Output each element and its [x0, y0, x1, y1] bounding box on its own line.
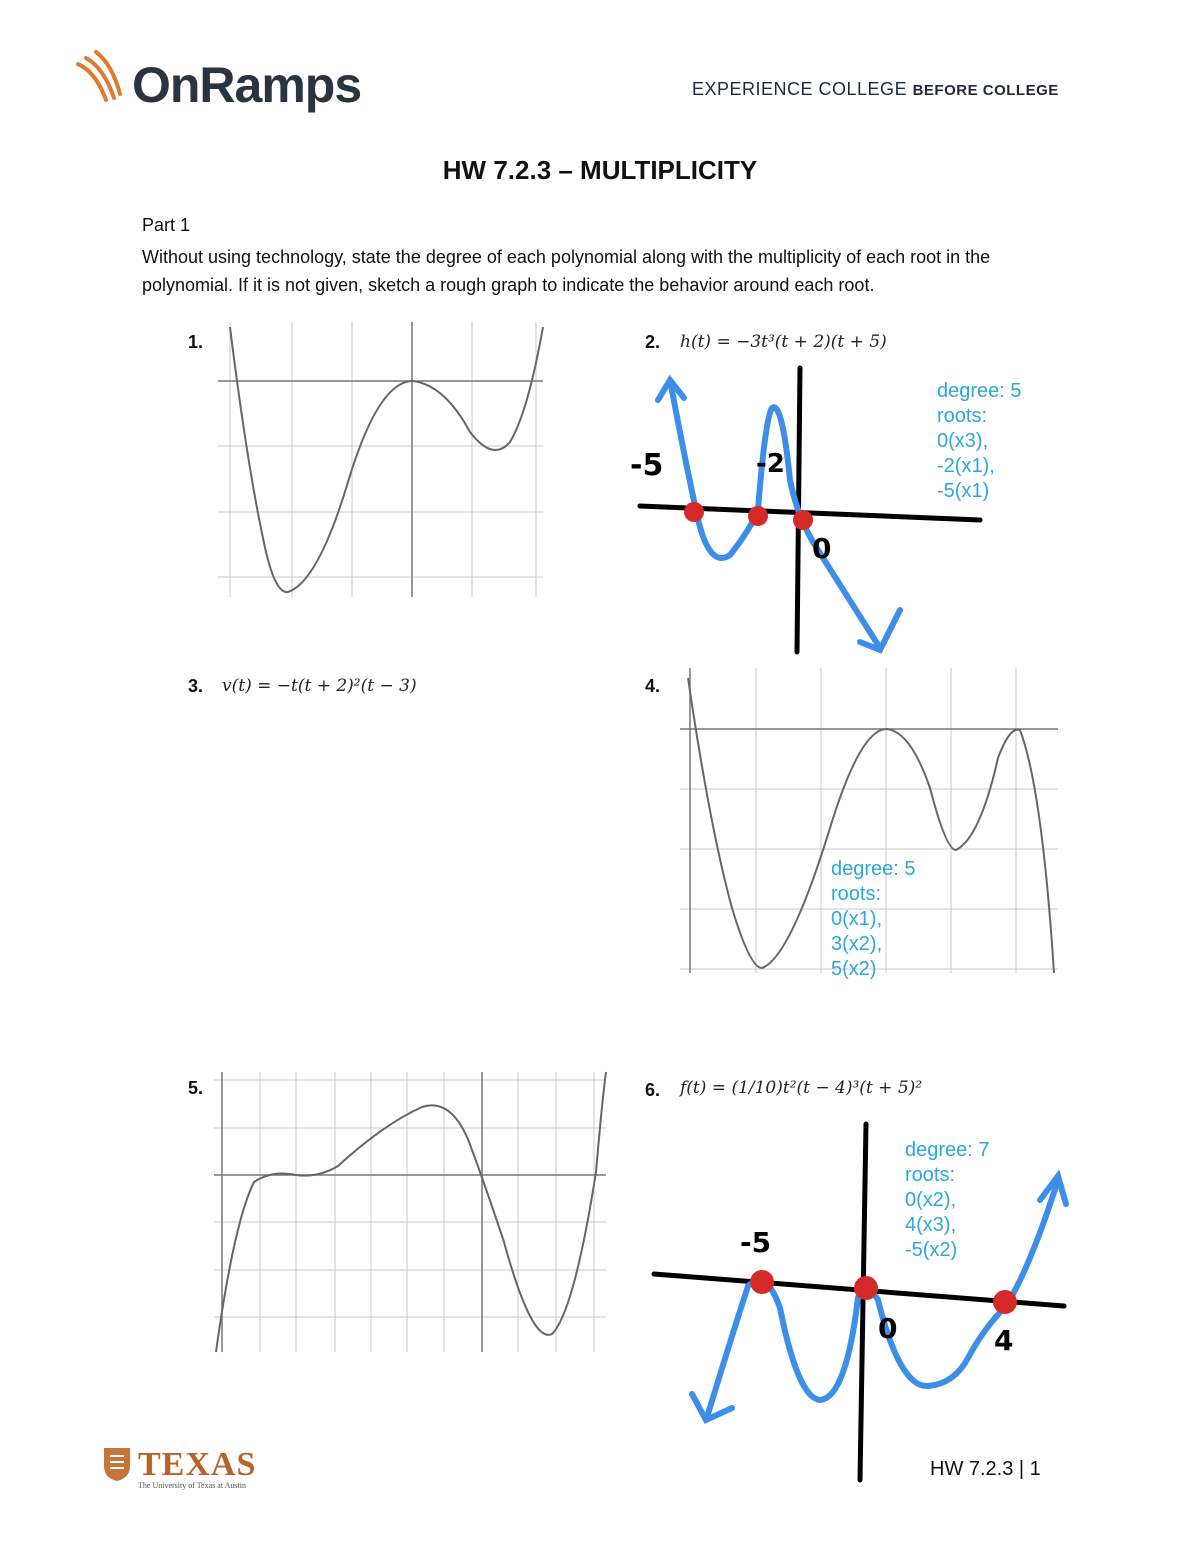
problem-3-number: 3. [188, 676, 204, 696]
part-heading: Part 1 [142, 215, 191, 235]
ut-seal-icon [102, 1446, 132, 1482]
problem-4-number: 4. [645, 676, 661, 696]
problem-2-formula: h(t) = −3t³(t + 2)(t + 5) [680, 332, 887, 352]
problem-5-number: 5. [188, 1078, 204, 1098]
sketch2-label-neg5: -5 [630, 448, 664, 483]
onramps-logo-icon [72, 48, 132, 108]
sketch6-label-0: 0 [878, 1312, 898, 1345]
sketch6-label-4: 4 [994, 1324, 1014, 1357]
sketch2-label-0: 0 [812, 532, 832, 565]
problem-6-formula: f(t) = (1/10)t²(t − 4)³(t + 5)² [680, 1078, 923, 1098]
ut-subtitle: The University of Texas at Austin [138, 1481, 246, 1490]
sketch6-label-neg5: -5 [740, 1226, 772, 1259]
problem-6-sketch [648, 1118, 1078, 1488]
problem-2-annotation: degree: 5 roots: 0(x3), -2(x1), -5(x1) [937, 380, 1022, 502]
instructions: Without using technology, state the degree of each polynomial along with the multiplicity of each root in the polynomial. If it is not given, sketch a rough graph to indicate the behavior around each root. [142, 247, 991, 295]
problem-1-number: 1. [188, 332, 204, 352]
ut-wordmark: TEXAS [138, 1446, 257, 1483]
problem-2-number: 2. [645, 332, 661, 352]
page-title: HW 7.2.3 – MULTIPLICITY [442, 155, 758, 185]
brand-logo: OnRamps [132, 57, 362, 113]
page-number: HW 7.2.3 | 1 [930, 1458, 1041, 1480]
problem-4-annotation: degree: 5 roots: 0(x1), 3(x2), 5(x2) [831, 858, 916, 980]
problem-3-formula: v(t) = −t(t + 2)²(t − 3) [222, 676, 417, 696]
problem-1-graph [218, 322, 548, 602]
tagline: EXPERIENCE COLLEGE BEFORE COLLEGE [692, 79, 1059, 99]
problem-6-annotation: degree: 7 roots: 0(x2), 4(x3), -5(x2) [905, 1139, 990, 1261]
problem-6-number: 6. [645, 1080, 661, 1100]
sketch2-label-neg2: -2 [756, 449, 785, 479]
problem-5-graph [214, 1072, 609, 1357]
